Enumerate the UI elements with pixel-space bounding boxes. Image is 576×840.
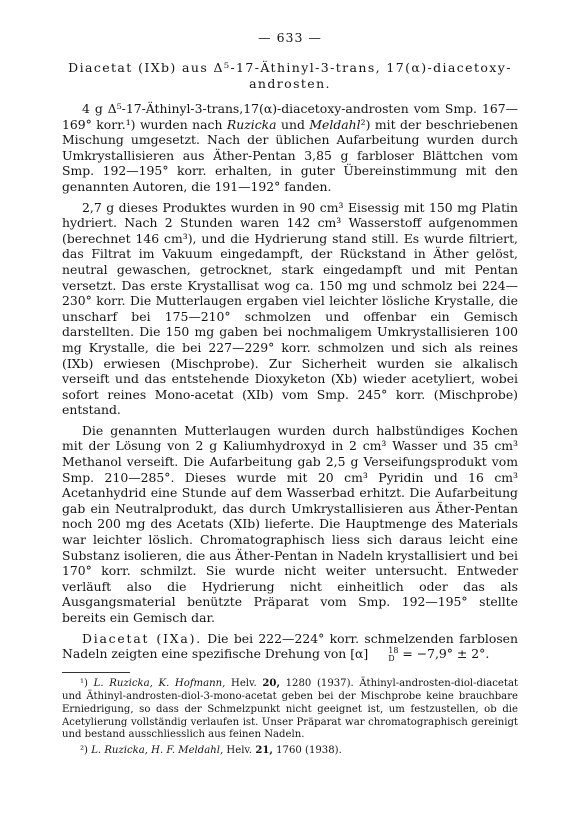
footnote-divider [62,672,130,673]
para1-text-c: ²) mit der beschriebenen Mischung umgesetzt. Nach der üblichen Aufarbeitung wurden durch Umkrystallisieren aus Äther-Pentan 3,85 g farbloser Blättchen vom Smp. 192—195° korr. erhalten, in guter Übereinstimmung mit den genannten Autoren, die 191—192° fanden. [62,116,518,194]
footnote-1-text: 1280 (1937). Äthinyl-androsten-diol-diacetat und Äthinyl-androsten-diol-3-mono-acetat geben bei der Mischprobe keine brauchbare Erniedrigung, so dass der Schmelzpunkt nicht geeignet ist, um festzustellen, ob die Acetylierung vollständig verlaufen ist. Unser Präparat war chromatographisch gereinigt und bestand ausschliesslich aus feinen Nadeln. [62,678,519,741]
footnote-1-mark: ¹) [80,678,94,690]
rotation-indices [368,647,398,663]
para4-text: Die bei 222—224° korr. schmelzenden farblosen Nadeln zeigten eine spezifische Drehung von [α] [62,630,518,662]
paragraph-3: Die genannten Mutterlaugen wurden durch halbstündiges Kochen mit der Lösung von 2 g Kaliumhydroxyd in 2 cm³ Wasser und 35 cm³ Methanol verseift. Die Aufarbeitung gab 2,5 g Verseifungsprodukt vom Smp. 210—285°. Dieses wurde mit 20 cm³ Pyridin und 16 cm³ Acetanhydrid eine Stunde auf dem Wasserbad erhitzt. Die Aufarbeitung gab ein Neutralprodukt, das durch Umkrystallisieren aus Äther-Pentan noch 200 mg des Acetats (XIb) lieferte. Die Hauptmenge des Materials war leichter löslich. Chromatographisch liess sich daraus leicht eine Substanz isolieren, die aus Äther-Pentan in Nadeln krystallisiert und bei 170° korr. schmilzt. Sie wurde nicht weiter untersucht. Entweder verläuft also die Hydrierung nicht einheitlich oder das als Ausgangsmaterial benützte Präparat vom Smp. 192—195° stellte bereits ein Gemisch dar. [62,422,518,625]
rotation-line: D [388,654,395,664]
rotation-value: = −7,9° ± 2°. [398,646,490,662]
diacetat-ixa-label: Diacetat (IXa). [82,630,202,646]
page [62,30,518,761]
footnote-2-journal: Helv. [223,745,256,757]
heading-line-2: androsten. [249,76,331,91]
paragraph-2: 2,7 g dieses Produktes wurden in 90 cm³ Eisessig mit 150 mg Platin hydriert. Nach 2 Stunden waren 142 cm³ Wasserstoff aufgenommen (berechnet 146 cm³), und die Hydrierung stand still. Es wurde filtriert, das Filtrat im Vakuum eingedampft, der Rückstand in Äther gelöst, neutral gewaschen, getrocknet, stark eingedampft und mit Pentan versetzt. Das erste Krystallisat wog ca. 150 mg und schmolz bei 224—230° korr. Die Mutterlaugen ergaben viel leichter lösliche Krystalle, die unscharf bei 175—210° schmolzen und offenbar ein Gemisch darstellten. Die 150 mg gaben bei nochmaligem Umkrystallisieren 100 mg Krystalle, die bei 227—229° korr. schmolzen und sich als reines (IXb) erwiesen (Mischprobe). Zur Sicherheit wurden sie alkalisch verseift und das entstehende Dioxyketon (Xb) wieder acetyliert, wobei sofort reines Mono-acetat (XIb) vom Smp. 245° korr. (Mischprobe) entstand. [62,199,518,418]
footnote-2 [62,745,518,758]
footnote-1-authors: L. Ruzicka, K. Hofmann, [93,678,226,690]
footnote-2-authors: L. Ruzicka, H. F. Meldahl, [91,745,224,757]
page-number: — 633 — [258,30,322,45]
paragraph-4 [62,631,518,664]
footnote-2-mark: ²) [80,745,92,757]
rotation-temperature: 18 [388,646,399,656]
heading-line-1: Diacetat (IXb) aus Δ⁵-17-Äthinyl-3-trans, 17(α)-diacetoxy- [68,60,512,75]
footnote-1-journal: Helv. [225,678,263,690]
section-heading [62,60,518,92]
para1-text-b: und [276,116,310,132]
footnote-1 [62,678,518,742]
footnote-2-volume: 21, [255,745,273,757]
para1-text-a: 4 g Δ⁵-17-Äthinyl-3-trans,17(α)-diacetoxy-androsten vom Smp. 167—169° korr.¹) wurden nach [62,101,518,132]
author-meldahl: Meldahl [309,116,361,132]
footnote-2-text: 1760 (1938). [272,745,342,757]
paragraph-1 [62,101,518,195]
footnote-1-volume: 20, [262,678,280,690]
author-ruzicka: Ruzicka [226,116,277,132]
